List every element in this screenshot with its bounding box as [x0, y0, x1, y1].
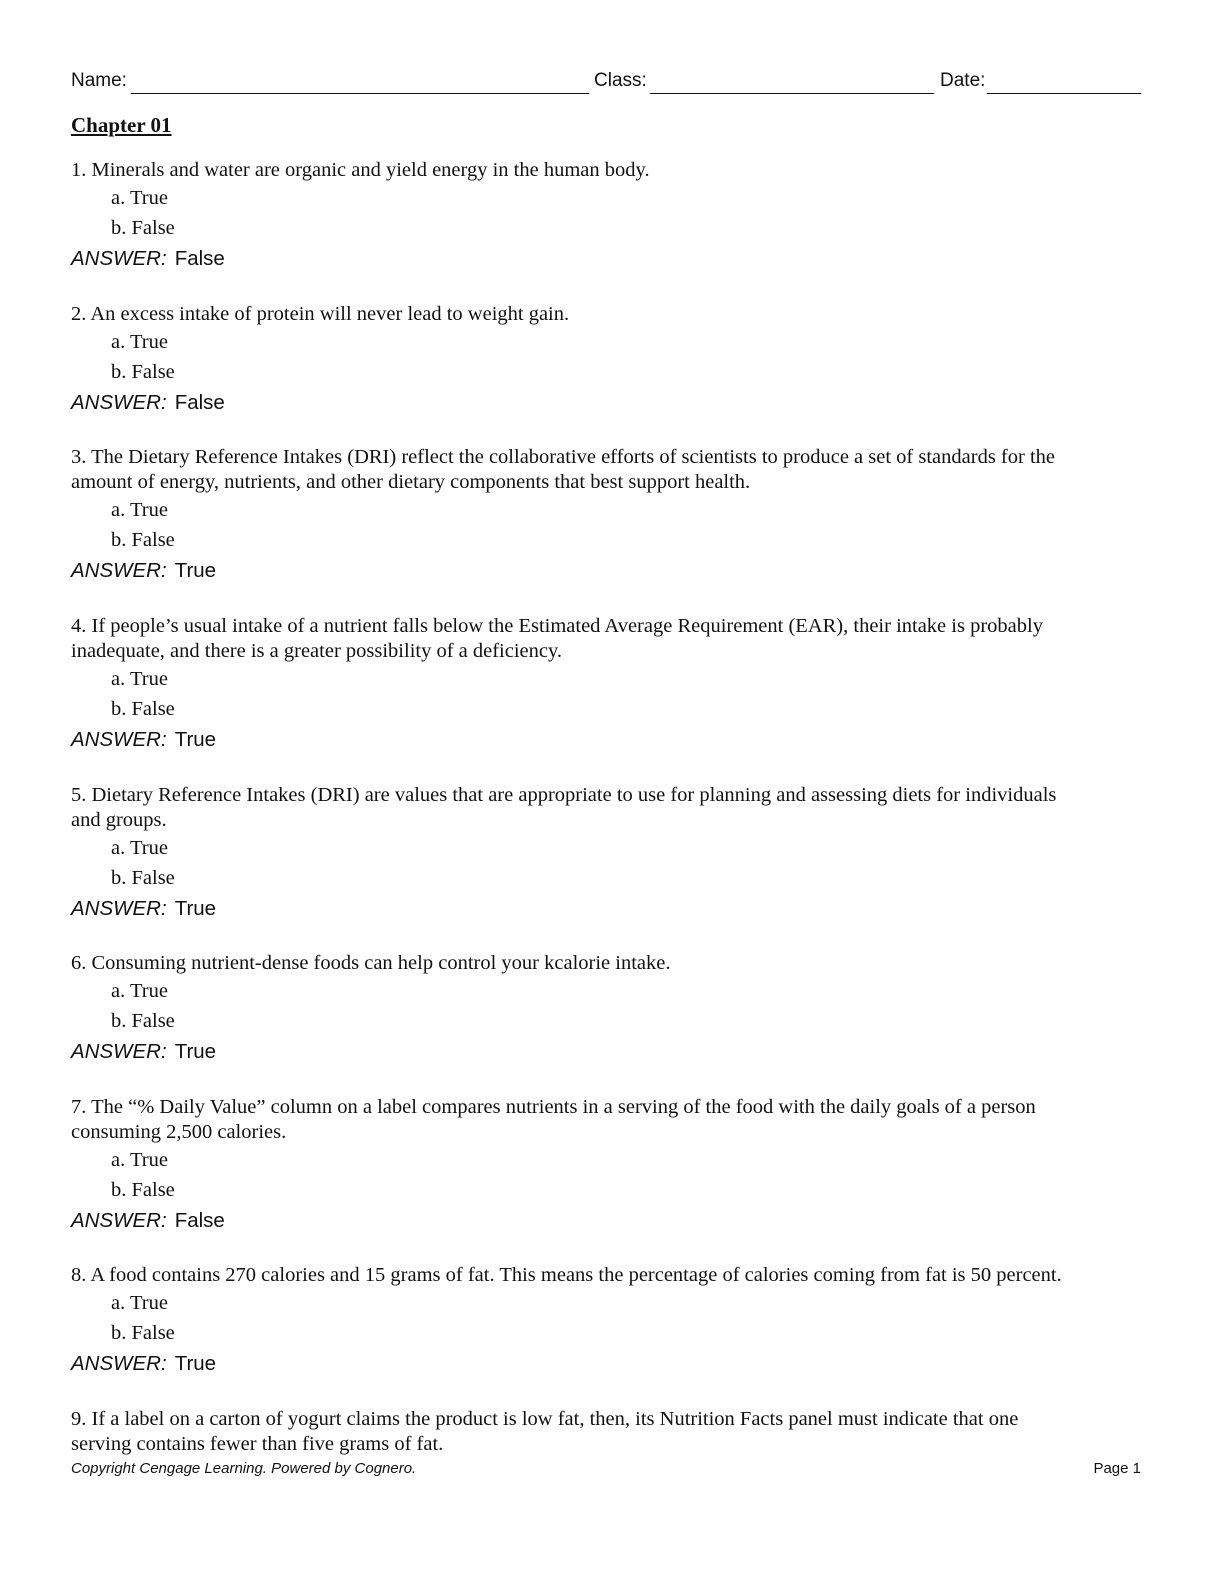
answer — [71, 1348, 1151, 1379]
question-text: 3. The Dietary Reference Intakes (DRI) reflect the collaborative efforts of scientists to produce a set of standards for the — [71, 446, 1055, 468]
question-text: amount of energy, nutrients, and other dietary components that best support health. — [71, 471, 751, 493]
question-text: 9. If a label on a carton of yogurt claims the product is low fat, then, its Nutrition Facts panel must indicate that one — [71, 1408, 1019, 1430]
date-label: Date: — [940, 70, 986, 91]
answer-label: ANSWER: — [71, 391, 167, 414]
option-true: a. True — [111, 331, 168, 353]
page-number: Page 1 — [1093, 1460, 1141, 1477]
question-text: and groups. — [71, 809, 167, 831]
answer-label: ANSWER: — [71, 1040, 167, 1063]
option-true: a. True — [111, 187, 168, 209]
option-false: b. False — [111, 361, 175, 383]
answer — [71, 243, 1151, 274]
answer-label: ANSWER: — [71, 897, 167, 920]
answer-value: True — [174, 559, 217, 582]
answer — [71, 1036, 1151, 1067]
answer-label: ANSWER: — [71, 728, 167, 751]
option-true: a. True — [111, 668, 168, 690]
option-false: b. False — [111, 1179, 175, 1201]
question-text: 1. Minerals and water are organic and yield energy in the human body. — [71, 159, 650, 181]
answer-label: ANSWER: — [71, 559, 167, 582]
chapter-title: Chapter 01 — [71, 113, 172, 137]
question-text: 4. If people’s usual intake of a nutrient falls below the Estimated Average Requirement (EAR), their intake is probably — [71, 615, 1043, 637]
question-text: 5. Dietary Reference Intakes (DRI) are values that are appropriate to use for planning and assessing diets for individuals — [71, 784, 1057, 806]
option-true: a. True — [111, 980, 168, 1002]
name-label: Name: — [71, 70, 127, 91]
question-text: serving contains fewer than five grams of fat. — [71, 1433, 444, 1455]
question-text: inadequate, and there is a greater possibility of a deficiency. — [71, 640, 563, 662]
answer-label: ANSWER: — [71, 1352, 167, 1375]
question — [71, 1095, 1151, 1236]
answer-value: False — [174, 391, 225, 414]
question-text: 6. Consuming nutrient-dense foods can help control your kcalorie intake. — [71, 952, 671, 974]
question — [71, 614, 1151, 755]
date-field[interactable] — [987, 93, 1141, 94]
answer — [71, 893, 1151, 924]
answer-value: True — [174, 728, 217, 751]
answer-value: True — [174, 1352, 217, 1375]
question — [71, 302, 1151, 418]
option-false: b. False — [111, 867, 175, 889]
answer-value: False — [174, 1209, 225, 1232]
class-label: Class: — [594, 70, 647, 91]
option-false: b. False — [111, 1010, 175, 1032]
question-text: consuming 2,500 calories. — [71, 1121, 287, 1143]
option-true: a. True — [111, 499, 168, 521]
class-field[interactable] — [650, 93, 934, 94]
answer-value: True — [174, 1040, 217, 1063]
question-text: 8. A food contains 270 calories and 15 grams of fat. This means the percentage of calories coming from fat is 50 percent. — [71, 1264, 1062, 1286]
question — [71, 158, 1151, 274]
question — [71, 445, 1151, 586]
option-true: a. True — [111, 1292, 168, 1314]
answer-label: ANSWER: — [71, 247, 167, 270]
option-true: a. True — [111, 1149, 168, 1171]
question — [71, 783, 1151, 924]
answer-value: True — [174, 897, 217, 920]
answer-value: False — [174, 247, 225, 270]
answer — [71, 387, 1151, 418]
question — [71, 951, 1151, 1067]
question — [71, 1407, 1151, 1457]
option-true: a. True — [111, 837, 168, 859]
answer — [71, 555, 1151, 586]
name-field[interactable] — [131, 93, 589, 94]
option-false: b. False — [111, 529, 175, 551]
option-false: b. False — [111, 217, 175, 239]
option-false: b. False — [111, 698, 175, 720]
copyright: Copyright Cengage Learning. Powered by Cognero. — [71, 1460, 417, 1477]
question-text: 2. An excess intake of protein will never lead to weight gain. — [71, 303, 570, 325]
question — [71, 1263, 1151, 1379]
answer — [71, 1205, 1151, 1236]
answer — [71, 724, 1151, 755]
question-text: 7. The “% Daily Value” column on a label compares nutrients in a serving of the food with the daily goals of a person — [71, 1096, 1036, 1118]
answer-label: ANSWER: — [71, 1209, 167, 1232]
option-false: b. False — [111, 1322, 175, 1344]
